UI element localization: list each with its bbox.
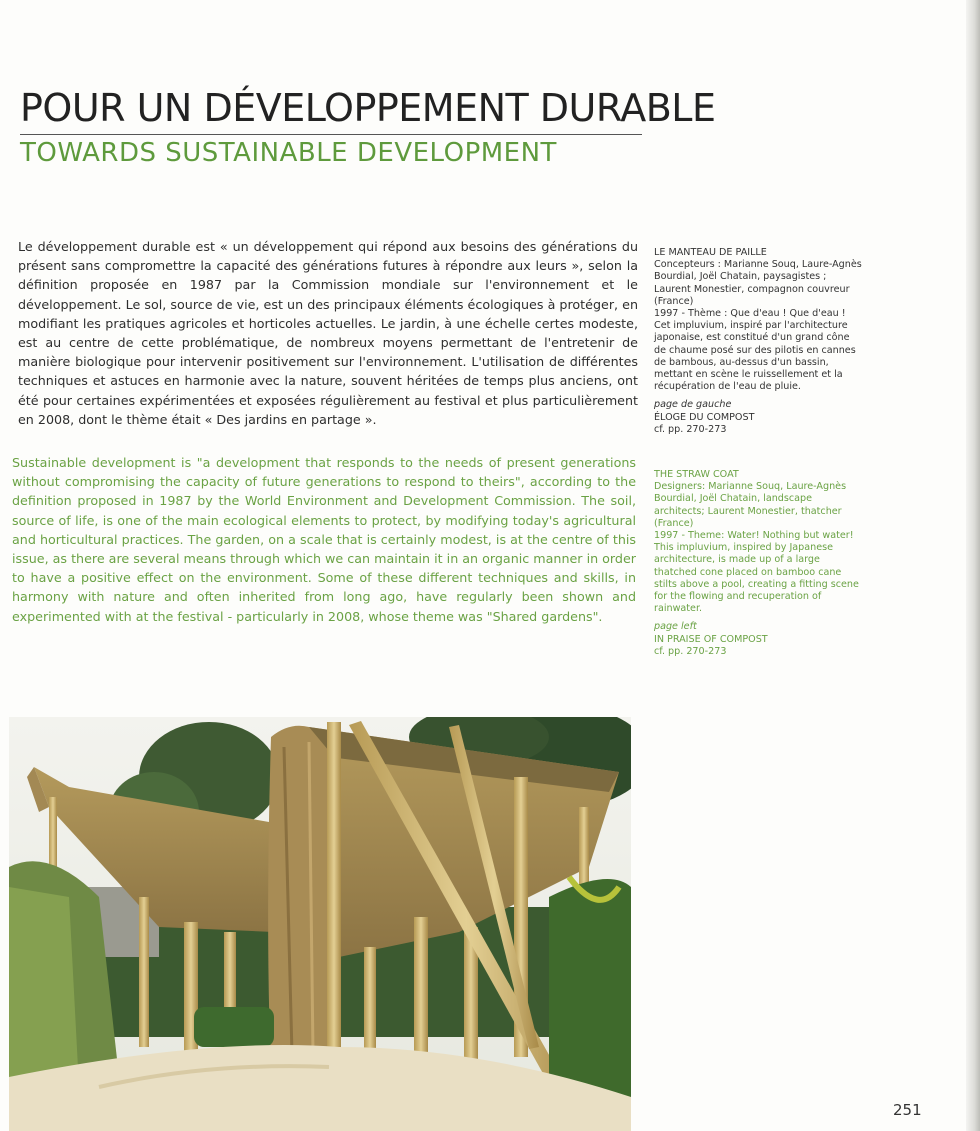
sidebar-caption-french xyxy=(654,247,864,436)
caption-heading: LE MANTEAU DE PAILLE xyxy=(654,247,767,258)
caption-credits: Designers: Marianne Souq, Laure-Agnès Bourdial, Joël Chatain, landscape architects; Laurent Monestier, thatcher (France) xyxy=(654,481,847,529)
body-text-french: Le développement durable est « un développement qui répond aux besoins des générations du présent sans compromettre la capacité des générations futures à répondre aux leurs », selon la définition proposée en 1987 par la Commission mondiale sur l'environnement et le développement. Le sol, source de vie, est un des principaux éléments écologiques à protéger, en modifiant les pratiques agricoles et horticoles actuelles. Le jardin, à une échelle certes modeste, est au centre de cette problématique, de nombreux moyens permettant de l'entretenir de manière biologique pour intervenir positivement sur l'environnement. L'utilisation de différentes techniques et astuces en harmonie avec la nature, souvent héritées de temps plus anciens, ont été pour certaines expérimentées et exposées régulièrement au festival et plus particulièrement en 2008, dont le thème était « Des jardins en partage ». xyxy=(18,239,638,427)
caption-description: This impluvium, inspired by Japanese architecture, is made up of a large thatched cone placed on bamboo cane stilts above a pool, creating a fitting scene for the flowing and recuperation of rainwater. xyxy=(654,542,859,615)
page-number: 251 xyxy=(893,1101,922,1119)
caption-year-theme: 1997 - Theme: Water! Nothing but water! xyxy=(654,530,854,542)
caption-description: Cet impluvium, inspiré par l'architecture japonaise, est constitué d'un grand cône de chaume posé sur des pilotis en cannes de bambous, au-dessus d'un bassin, mettant en scène le ruissellement et la récupération de l'eau de pluie. xyxy=(654,320,856,393)
page-title-english: TOWARDS SUSTAINABLE DEVELOPMENT xyxy=(20,138,557,168)
page-edge-shadow xyxy=(966,0,980,1131)
caption-ref-pages: cf. pp. 270-273 xyxy=(654,645,727,657)
caption-ref-label: page left xyxy=(654,621,697,633)
caption-year-theme: 1997 - Thème : Que d'eau ! Que d'eau ! xyxy=(654,308,846,320)
page-title-french: POUR UN DÉVELOPPEMENT DURABLE xyxy=(20,86,716,130)
garden-photo xyxy=(9,717,631,1131)
caption-ref-label: page de gauche xyxy=(654,399,732,411)
caption-ref-title: ÉLOGE DU COMPOST xyxy=(654,411,755,423)
caption-credits: Concepteurs : Marianne Souq, Laure-Agnès Bourdial, Joël Chatain, paysagistes ; Laurent Monestier, compagnon couvreur (France) xyxy=(654,259,862,307)
caption-heading: THE STRAW COAT xyxy=(654,469,739,480)
caption-ref-title: IN PRAISE OF COMPOST xyxy=(654,633,768,645)
title-divider xyxy=(20,134,642,135)
body-text-english: Sustainable development is "a development that responds to the needs of present generations without compromising the capacity of future generations to respond to theirs", according to the definition proposed in 1987 by the World Environment and Development Commission. The soil, source of life, is one of the main ecological elements to protect, by modifying today's agricultural and horticultural practices. The garden, on a scale that is certainly modest, is at the centre of this issue, as there are several means through which we can maintain it in an organic manner in order to have a positive effect on the environment. Some of these different techniques and skills, in harmony with nature and often inherited from long ago, have regularly been shown and experimented with at the festival - particularly in 2008, whose theme was "Shared gardens". xyxy=(12,455,636,624)
caption-ref-pages: cf. pp. 270-273 xyxy=(654,423,727,435)
sidebar-caption-english xyxy=(654,469,864,658)
